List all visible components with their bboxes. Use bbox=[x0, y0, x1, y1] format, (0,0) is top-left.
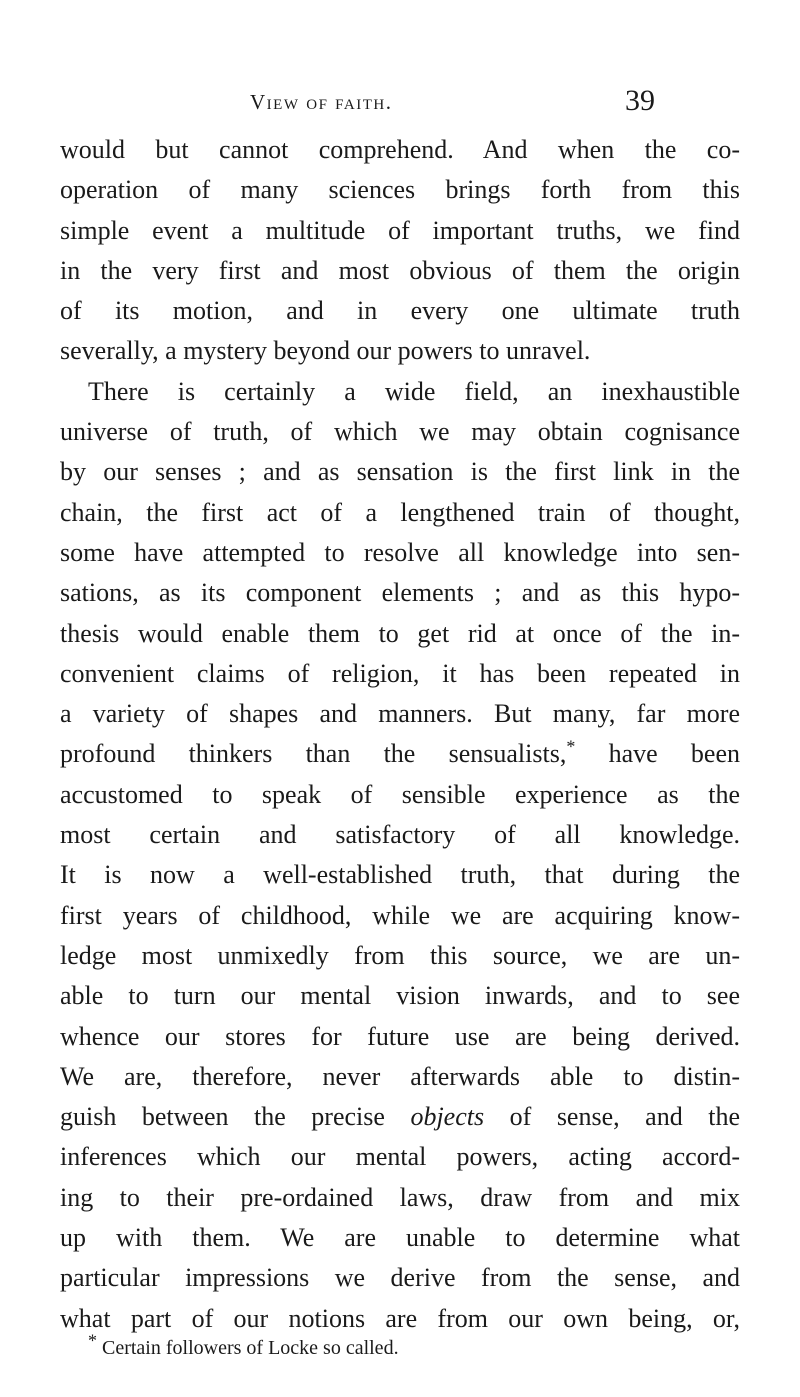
text-line: operation of many sciences brings forth from this bbox=[60, 175, 740, 205]
text-line: sations, as its component elements ; and as this hypo- bbox=[60, 578, 740, 608]
running-title: View of faith. bbox=[250, 90, 393, 114]
text-line: would but cannot comprehend. And when the co- bbox=[60, 135, 740, 164]
text-line: a variety of shapes and manners. But many, far more bbox=[60, 699, 740, 729]
text-line: inferences which our mental powers, acting accord- bbox=[60, 1142, 740, 1172]
footnote-mark: * bbox=[88, 1330, 97, 1351]
text-line: ledge most unmixedly from this source, we are un- bbox=[60, 940, 740, 970]
page-number: 39 bbox=[625, 84, 655, 117]
text-line: first years of childhood, while we are acquiring know- bbox=[60, 900, 740, 930]
text-line: thesis would enable them to get rid at once of the in- bbox=[60, 618, 740, 648]
footnote-reference: * bbox=[566, 736, 576, 757]
text-line: accustomed to speak of sensible experience as the bbox=[60, 779, 740, 809]
text-line: particular impressions we derive from the sense, and bbox=[60, 1263, 740, 1293]
text-segment: of sense, and the bbox=[484, 1102, 740, 1132]
text-line: in the very first and most obvious of them the origin bbox=[60, 255, 740, 285]
text-line: whence our stores for future use are being derived. bbox=[60, 1021, 740, 1051]
text-segment: guish between the precise bbox=[60, 1102, 385, 1132]
text-segment: have been bbox=[575, 739, 740, 769]
italic-word: objects bbox=[410, 1102, 485, 1132]
text-line: by our senses ; and as sensation is the first link in the bbox=[60, 457, 740, 487]
text-segment: profound thinkers than the sensualists, bbox=[60, 739, 567, 769]
text-line: There is certainly a wide field, an inexhaustible bbox=[88, 376, 740, 406]
text-line: of its motion, and in every one ultimate truth bbox=[60, 296, 740, 326]
text-line-with-footnote-ref bbox=[60, 734, 740, 774]
text-line: It is now a well-established truth, that during the bbox=[60, 860, 740, 890]
text-line: up with them. We are unable to determine what bbox=[60, 1223, 740, 1253]
body-text bbox=[60, 130, 740, 1339]
text-line: ing to their pre-ordained laws, draw from and mix bbox=[60, 1182, 740, 1212]
text-line: some have attempted to resolve all knowledge into sen- bbox=[60, 537, 740, 567]
footnote bbox=[88, 1330, 728, 1361]
text-line: most certain and satisfactory of all knowledge. bbox=[60, 820, 740, 850]
text-line: simple event a multitude of important truths, we find bbox=[60, 215, 740, 245]
text-line: chain, the first act of a lengthened train of thought, bbox=[60, 497, 740, 527]
text-line: severally, a mystery beyond our powers to unravel. bbox=[60, 336, 591, 366]
text-line: convenient claims of religion, it has been repeated in bbox=[60, 658, 740, 688]
text-line: universe of truth, of which we may obtain cognisance bbox=[60, 417, 740, 447]
text-line: what part of our notions are from our own being, or, bbox=[60, 1303, 740, 1333]
footnote-text: Certain followers of Locke so called. bbox=[97, 1337, 399, 1359]
text-line-with-italic bbox=[60, 1097, 740, 1137]
text-line: We are, therefore, never afterwards able to distin- bbox=[60, 1061, 740, 1091]
running-head bbox=[0, 84, 800, 120]
text-line: able to turn our mental vision inwards, and to see bbox=[60, 981, 740, 1011]
